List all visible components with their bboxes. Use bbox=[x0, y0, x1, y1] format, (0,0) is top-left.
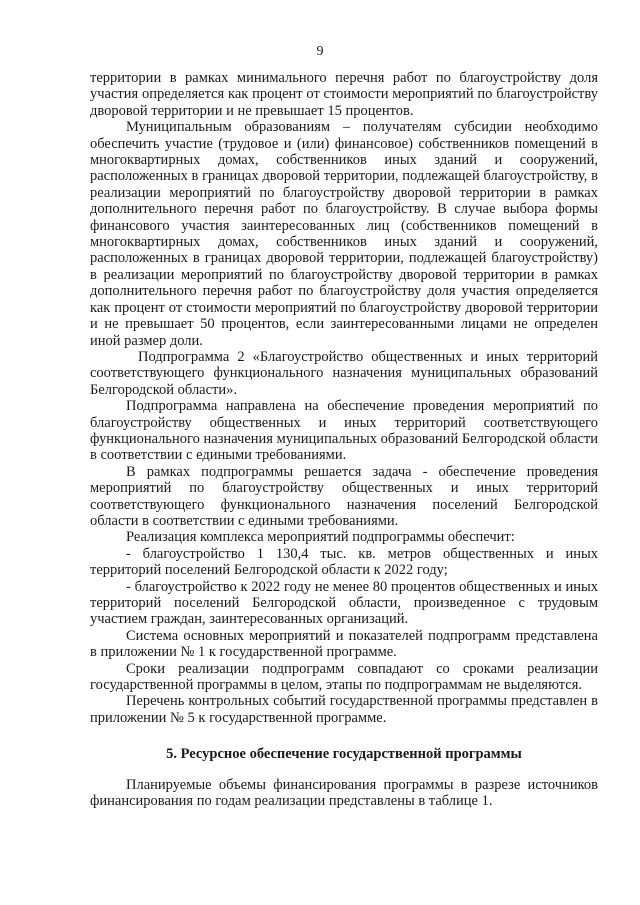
paragraph-implementation-terms: Сроки реализации подпрограмм совпадают со сроками реализации государственной программы в целом, этапы по подпрограммам не выделяются. bbox=[90, 660, 598, 694]
paragraph-participation: Муниципальным образованиям – получателям субсидии необходимо обеспечить участие (трудовое и (или) финансовое) собственников помещений в многоквартирных домах, собственников иных зданий и сооружений, расположенных в границах дворовой территории, подлежащей благоустройству, в реализации мероприятий по благоустройству дворовой территории в рамках дополнительного перечня работ по благоустройству. В случае выбора формы финансового участия заинтересованных лиц (собственников помещений в многоквартирных домах, собственников иных зданий и сооружений, расположенных в границах дворовой территории, подлежащей благоустройству) в реализации мероприятий по благоустройству дворовой территории в рамках дополнительного перечня работ по благоустройству доля участия определяется как процент от стоимости мероприятий по благоустройству дворовой территории и не превышает 50 процентов, если заинтересованными лицами не определен иной размер доли. bbox=[90, 119, 598, 349]
paragraph-subprogram-title: Подпрограмма 2 «Благоустройство общественных и иных территорий соответствующего функционального назначения муниципальных образований Белгородской области». bbox=[90, 348, 598, 398]
paragraph-continuation: территории в рамках минимального перечня работ по благоустройству доля участия определяется как процент от стоимости мероприятий по благоустройству дворовой территории и не превышает 15 процентов. bbox=[90, 70, 598, 119]
paragraph-subprogram-task: В рамках подпрограммы решается задача - обеспечение проведения мероприятий по благоустройству общественных и иных территорий соответствующего функционального назначения поселений Белгородской области в соответствии с едиными требованиями. bbox=[90, 463, 598, 529]
paragraph-system-indicators: Система основных мероприятий и показателей подпрограмм представлена в приложении № 1 к государственной программе. bbox=[90, 627, 598, 661]
list-item-improvement-percent: - благоустройство к 2022 году не менее 80 процентов общественных и иных территорий поселений Белгородской области, произведенное с трудовым участием граждан, заинтересованных организаций. bbox=[90, 578, 598, 628]
section-heading: 5. Ресурсное обеспечение государственной программы bbox=[166, 746, 522, 763]
page-number: 9 bbox=[316, 44, 324, 59]
paragraph-control-events: Перечень контрольных событий государственной программы представлен в приложении № 5 к государственной программе. bbox=[90, 693, 598, 726]
document-body bbox=[90, 70, 598, 809]
paragraph-subprogram-goal: Подпрограмма направлена на обеспечение проведения мероприятий по благоустройству общественных и иных территорий соответствующего функционального назначения муниципальных образований Белгородской области в соответствии с едиными требованиями. bbox=[90, 398, 598, 464]
paragraph-implementation-intro: Реализация комплекса мероприятий подпрограммы обеспечит: bbox=[126, 529, 515, 546]
paragraph-financing: Планируемые объемы финансирования программы в разрезе источников финансирования по годам реализации представлены в таблице 1. bbox=[90, 776, 598, 810]
list-item-improvement-area: - благоустройство 1 130,4 тыс. кв. метров общественных и иных территорий поселений Белгородской области к 2022 году; bbox=[90, 545, 598, 579]
